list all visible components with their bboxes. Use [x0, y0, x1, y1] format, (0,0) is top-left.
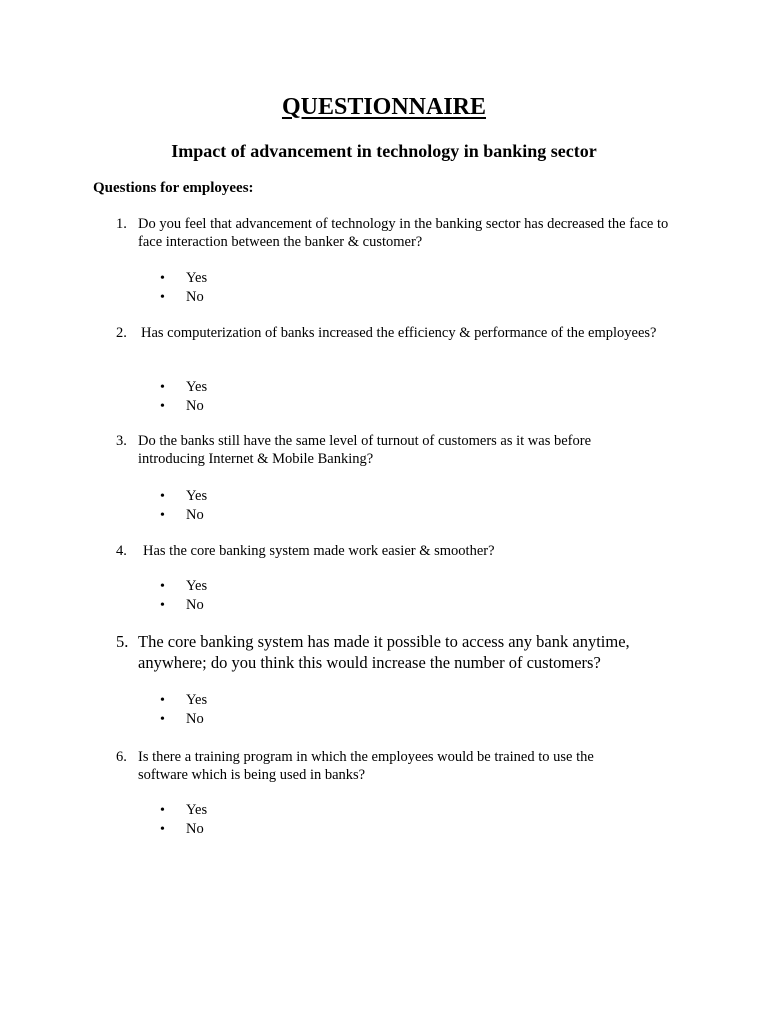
option-label: Yes [186, 802, 208, 818]
question-number: 2. [116, 325, 127, 341]
bullet-icon: • [160, 579, 165, 594]
option-label: No [186, 597, 204, 613]
question-text: Do you feel that advancement of technology in the banking sector has decreased the face to face interaction between the banker & customer? [138, 216, 669, 250]
bullet-icon: • [160, 822, 165, 837]
question-text: The core banking system has made it possible to access any bank anytime, anywhere; do you think this would increase the number of customers? [138, 632, 630, 672]
page-title: QUESTIONNAIRE [281, 94, 487, 120]
option-label: No [186, 289, 204, 305]
question-text: Has computerization of banks increased the efficiency & performance of the employees? [141, 325, 657, 341]
option-label: Yes [186, 270, 208, 286]
bullet-icon: • [160, 271, 165, 286]
question-number: 5. [116, 632, 129, 651]
bullet-icon: • [160, 598, 165, 613]
bullet-icon: • [160, 290, 165, 305]
question-number: 3. [116, 433, 127, 449]
bullet-icon: • [160, 693, 165, 708]
option-label: Yes [186, 488, 208, 504]
option-label: No [186, 821, 204, 837]
bullet-icon: • [160, 803, 165, 818]
option-label: Yes [186, 692, 208, 708]
option-label: Yes [186, 379, 208, 395]
bullet-icon: • [160, 508, 165, 523]
question-text: Has the core banking system made work easier & smoother? [143, 543, 495, 559]
section-heading: Questions for employees: [93, 180, 254, 196]
option-label: No [186, 711, 204, 727]
option-label: No [186, 507, 204, 523]
option-label: Yes [186, 578, 208, 594]
question-number: 4. [116, 543, 127, 559]
bullet-icon: • [160, 399, 165, 414]
bullet-icon: • [160, 380, 165, 395]
option-label: No [186, 398, 204, 414]
page-subtitle: Impact of advancement in technology in banking sector [171, 141, 597, 161]
bullet-icon: • [160, 712, 165, 727]
question-text: Is there a training program in which the employees would be trained to use the software which is being used in banks? [138, 749, 594, 783]
question-text: Do the banks still have the same level of turnout of customers as it was before introducing Internet & Mobile Banking? [138, 433, 592, 467]
question-number: 1. [116, 216, 127, 232]
bullet-icon: • [160, 489, 165, 504]
question-number: 6. [116, 749, 127, 765]
